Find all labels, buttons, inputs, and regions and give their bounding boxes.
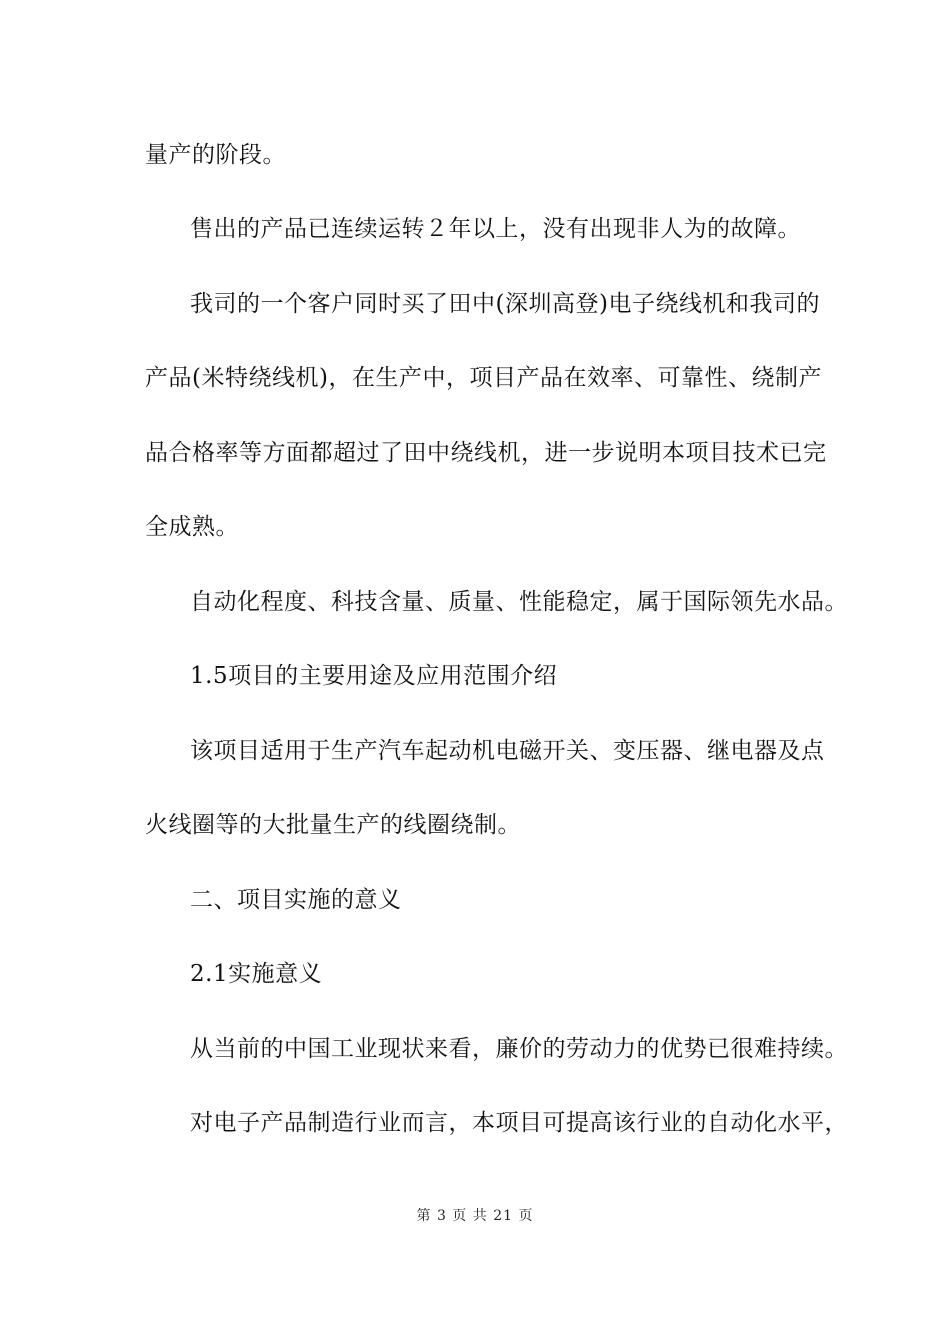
section-heading: 1.5项目的主要用途及应用范围介绍 (190, 663, 558, 689)
text-line: 全成熟。 (145, 514, 239, 540)
page-number-footer: 第 3 页 共 21 页 (416, 1208, 534, 1224)
section-heading: 二、项目实施的意义 (190, 887, 402, 913)
section-heading: 2.1实施意义 (190, 961, 323, 987)
text-line: 品合格率等方面都超过了田中绕线机，进一步说明本项目技术已完 (145, 440, 827, 466)
text-line: 从当前的中国工业现状来看，廉价的劳动力的优势已很难持续。 (190, 1036, 848, 1062)
text-line: 火线圈等的大批量生产的线圈绕制。 (145, 812, 521, 838)
text-line: 量产的阶段。 (145, 142, 286, 168)
text-line: 自动化程度、科技含量、质量、性能稳定，属于国际领先水品。 (190, 589, 848, 615)
text-line: 售出的产品已连续运转２年以上，没有出现非人为的故障。 (190, 216, 801, 242)
text-line: 产品(米特绕线机)，在生产中，项目产品在效率、可靠性、绕制产 (145, 365, 822, 391)
text-line: 对电子产品制造行业而言，本项目可提高该行业的自动化水平， (190, 1110, 848, 1136)
text-line: 该项目适用于生产汽车起动机电磁开关、变压器、继电器及点 (190, 738, 825, 764)
text-line: 我司的一个客户同时买了田中(深圳高登)电子绕线机和我司的 (190, 291, 820, 317)
